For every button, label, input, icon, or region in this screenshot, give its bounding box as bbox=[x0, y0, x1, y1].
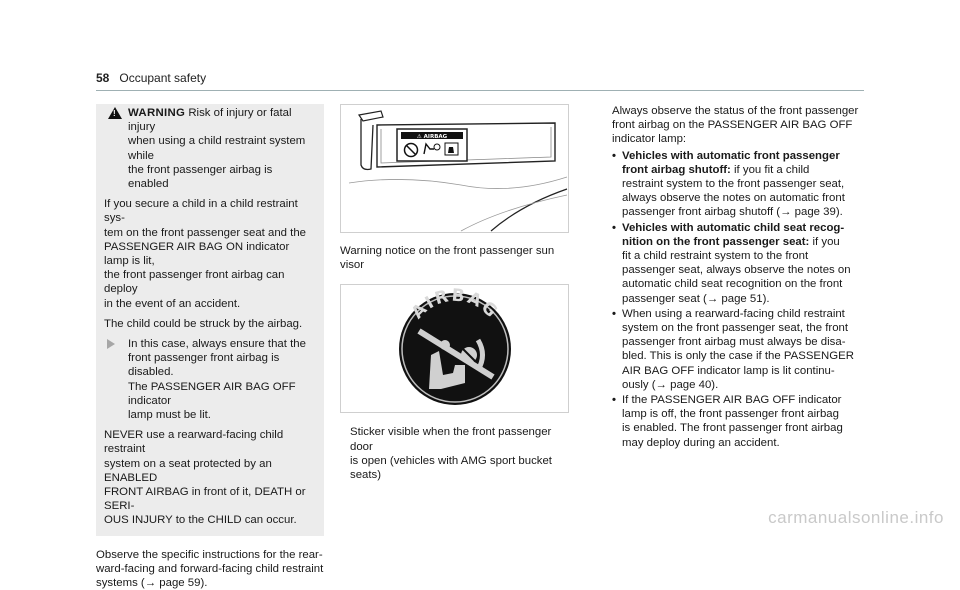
sun-visor-drawing bbox=[341, 105, 568, 232]
sticker-badge-text: AIRBAG bbox=[407, 285, 503, 324]
warning-box bbox=[96, 104, 324, 536]
sun-visor-illustration bbox=[340, 104, 569, 233]
figure-caption: Sticker visible when the front passenger door is open (vehicles with AMG sport bucket seats) bbox=[350, 426, 552, 482]
warning-title-line: the front passenger airbag is enabled bbox=[128, 163, 273, 191]
list-item: • Vehicles with automatic front passenger front airbag shutoff: if you fit a child restraint system to the front passenger seat, always observe the notes on automatic front passenger front airbag shutoff (→ page 39). bbox=[612, 149, 862, 220]
watermark-text: carmanualsonline.info bbox=[768, 508, 944, 527]
warning-paragraph: If you secure a child in a child restraint sys- tem on the front passenger seat and the PASSENGER AIR BAG ON indicator lamp is lit, the front passenger front airbag can deploy in the event of an accident. bbox=[104, 198, 307, 310]
page-header bbox=[96, 71, 206, 85]
sticker-label: ⚠ AIRBAG bbox=[416, 134, 448, 141]
airbag-sticker-illustration bbox=[340, 284, 569, 413]
bullet-list bbox=[612, 149, 862, 450]
list-item: • Vehicles with automatic child seat recog- nition on the front passenger seat: if you fit a child restraint system to the front passenger seat, always observe the notes on automatic child seat recognition on the front passenger seat (→ page 51). bbox=[612, 221, 862, 306]
page-number: 58 bbox=[96, 71, 110, 85]
section-title: Occupant safety bbox=[119, 71, 207, 85]
middle-column bbox=[340, 104, 568, 482]
right-column bbox=[612, 104, 862, 450]
list-item: • When using a rearward-facing child restraint system on the front passenger seat, the front passenger front airbag must always be disa- bled. This is only the case if the PASSENGER AIR BAG OFF indicator lamp is lit continu- ously (→ page 40). bbox=[612, 307, 862, 392]
warning-title-line: when using a child restraint system while bbox=[128, 135, 306, 162]
warning-triangle-icon: ! bbox=[108, 107, 122, 119]
figure-caption: Warning notice on the front passenger sun visor bbox=[340, 245, 555, 272]
list-item: • If the PASSENGER AIR BAG OFF indicator lamp is off, the front passenger front airbag is enabled. The front passenger front airbag may deploy during an accident. bbox=[612, 393, 862, 450]
left-column bbox=[96, 104, 324, 590]
warning-paragraph: NEVER use a rearward-facing child restraint system on a seat protected by an ENABLED FRONT AIRBAG in front of it, DEATH or SERI- OUS INJURY to the CHILD can occur. bbox=[104, 429, 306, 527]
airbag-off-sticker bbox=[341, 285, 568, 412]
warning-title-line: Risk of injury or fatal injury bbox=[128, 107, 292, 134]
instruction-step: In this case, always ensure that the front passenger front airbag is disabled. The PASSENGER AIR BAG OFF indicator lamp must be lit. bbox=[104, 337, 316, 422]
step-arrow-icon bbox=[107, 339, 115, 349]
intro-paragraph: Always observe the status of the front passenger front airbag on the PASSENGER AIR BAG OFF indicator lamp: bbox=[612, 105, 859, 146]
warning-paragraph: The child could be struck by the airbag. bbox=[104, 317, 303, 330]
warning-label: WARNING bbox=[128, 107, 186, 119]
warning-heading bbox=[104, 106, 316, 191]
observe-paragraph: Observe the specific instructions for the rear- ward-facing and forward-facing child restraint systems (→ page 59). bbox=[96, 548, 324, 590]
header-rule bbox=[96, 90, 864, 91]
